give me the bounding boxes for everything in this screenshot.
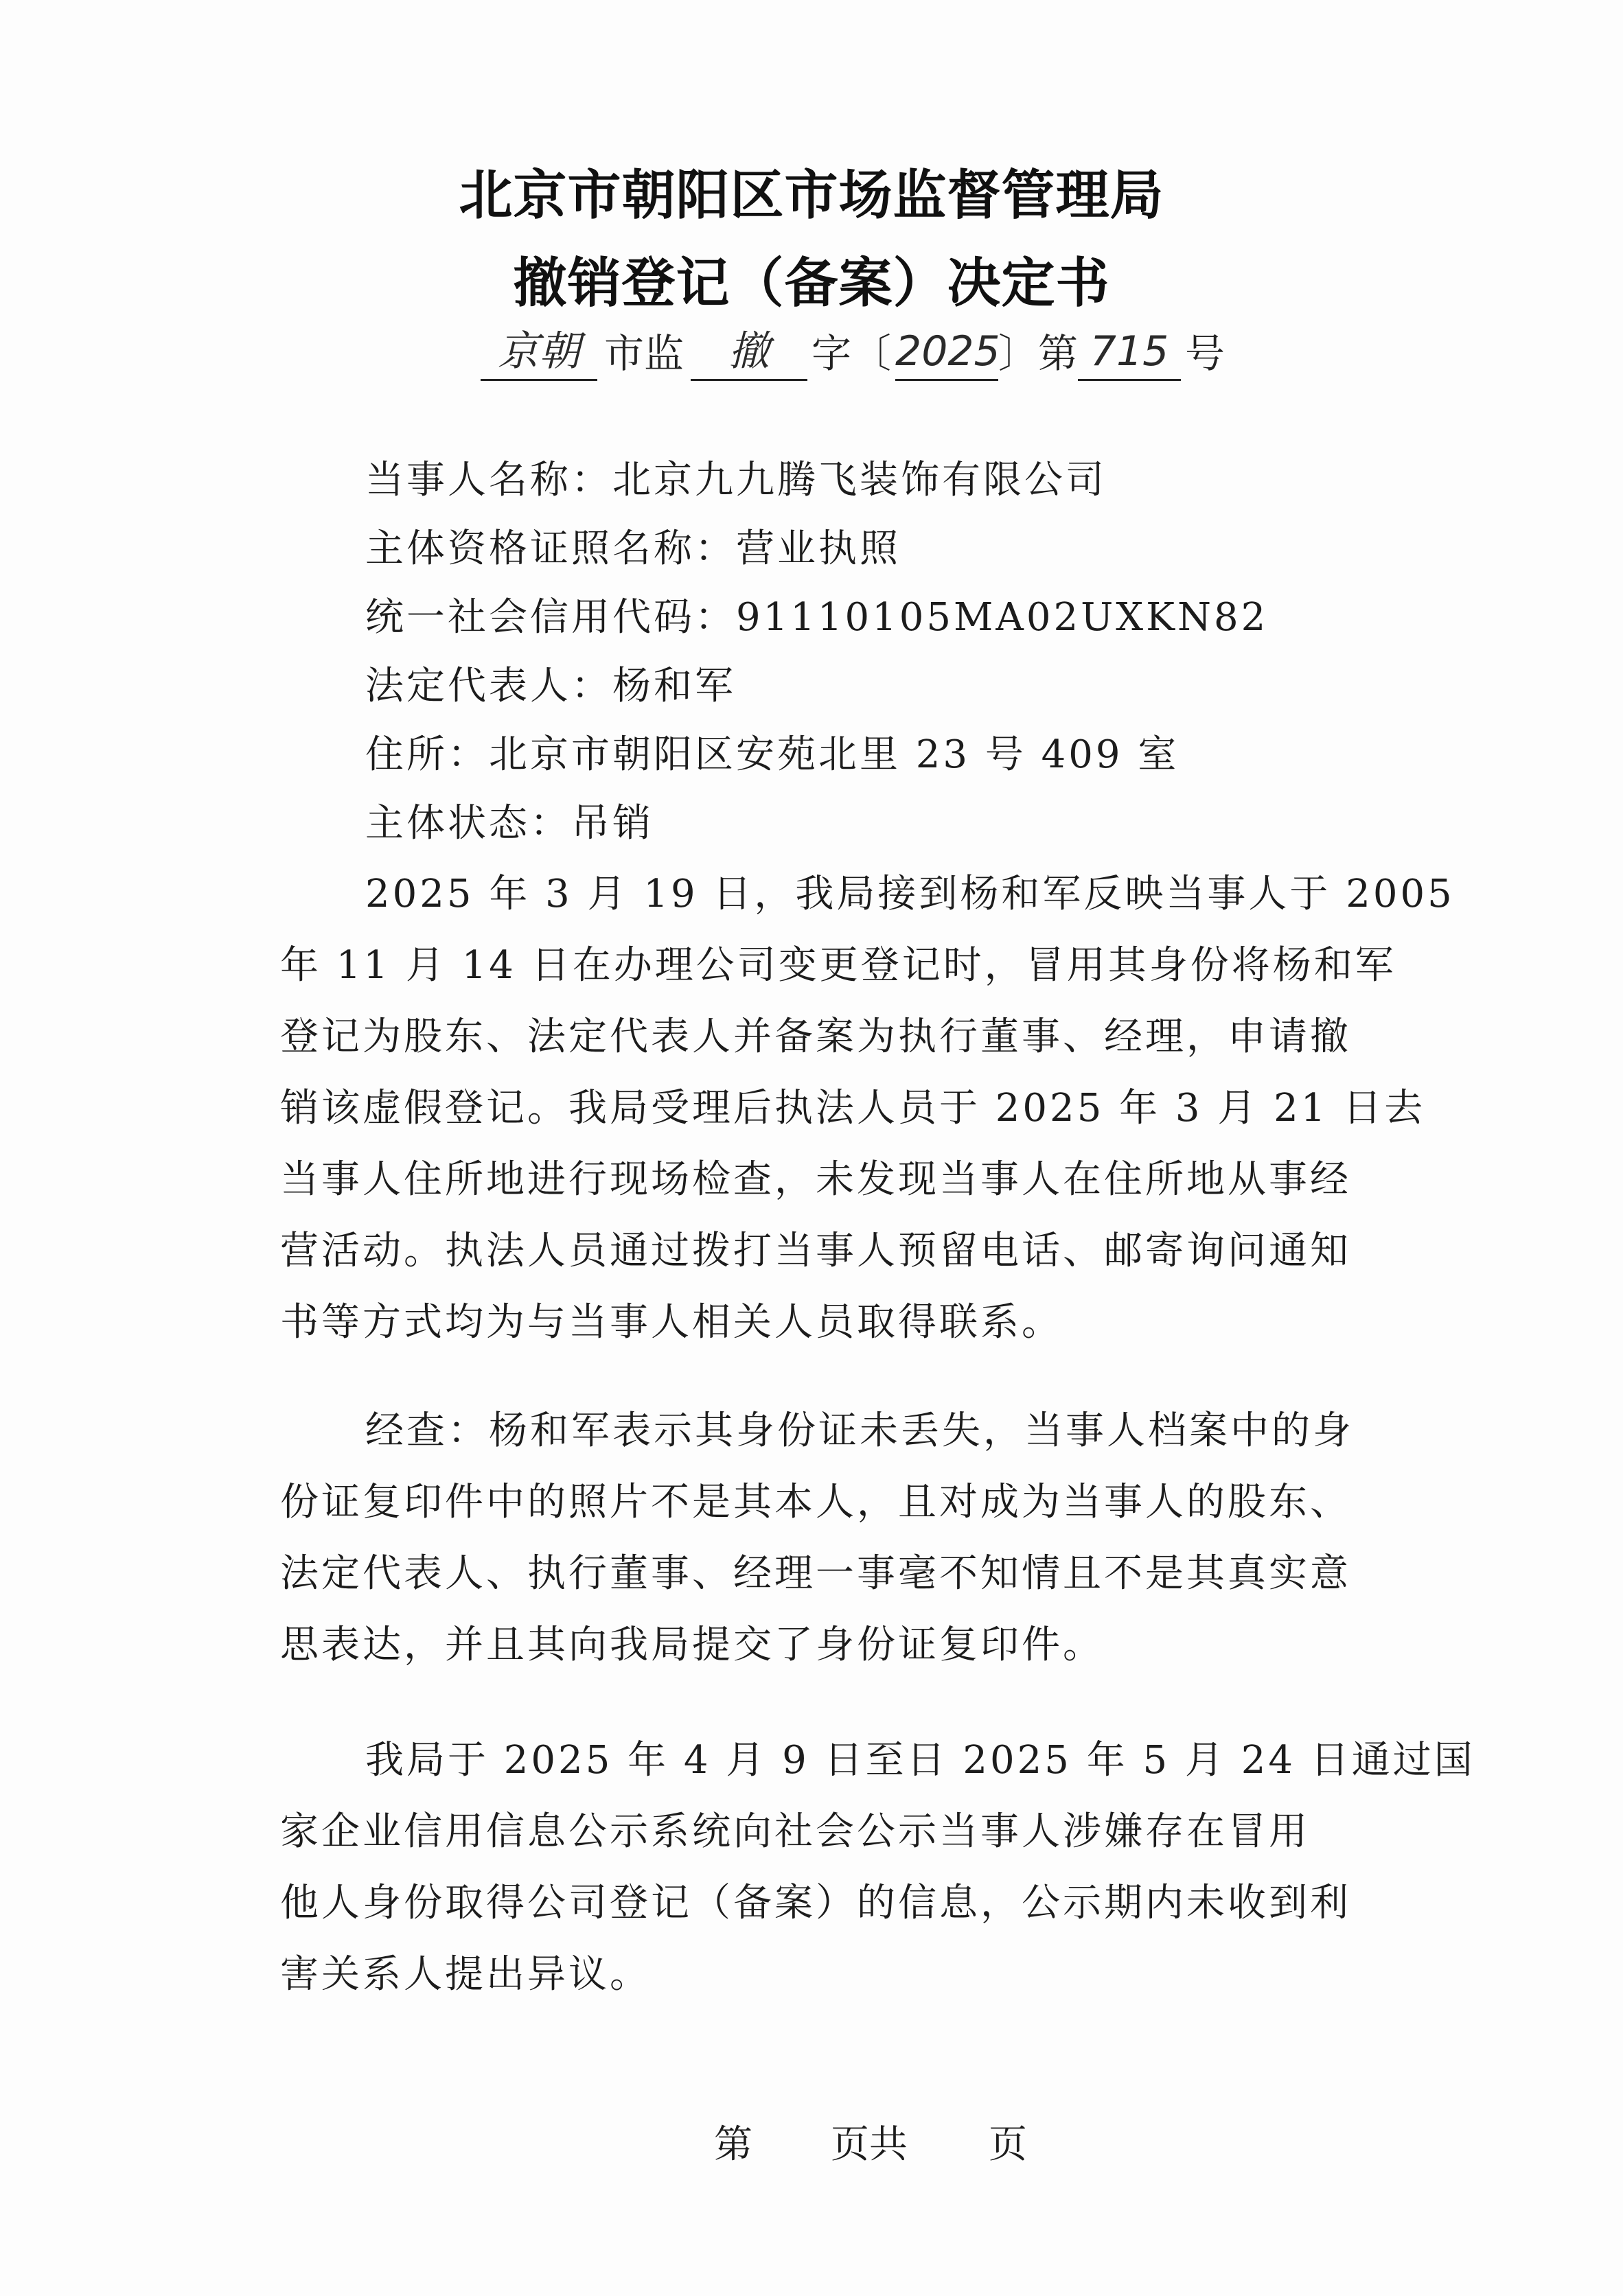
paragraph-line: 登记为股东、法定代表人并备案为执行董事、经理，申请撤 [280, 1014, 1351, 1059]
paragraph-line: 书等方式均为与当事人相关人员取得联系。 [280, 1300, 1063, 1345]
paragraph-line: 当事人住所地进行现场检查，未发现当事人在住所地从事经 [280, 1157, 1351, 1202]
field-license-type: 主体资格证照名称：营业执照 [365, 526, 901, 571]
paragraph-line: 2025 年 3 月 19 日，我局接到杨和军反映当事人于 2005 [365, 872, 1455, 916]
paragraph-line: 思表达，并且其向我局提交了身份证复印件。 [280, 1623, 1104, 1667]
document-number [481, 319, 1225, 381]
footer-page-label: 第 [714, 2122, 752, 2167]
field-status: 主体状态：吊销 [365, 801, 654, 846]
document-title-agency: 北京市朝阳区市场监督管理局 [459, 165, 1164, 227]
document-title-type: 撤销登记（备案）决定书 [513, 253, 1110, 314]
doc-number-label-1: 市监 [604, 330, 684, 377]
field-address: 住所：北京市朝阳区安苑北里 23 号 409 室 [365, 732, 1179, 777]
footer-total-label: 页共 [831, 2122, 908, 2167]
paragraph-line: 法定代表人、执行董事、经理一事毫不知情且不是其真实意 [280, 1551, 1351, 1596]
paragraph-line: 年 11 月 14 日在办理公司变更登记时，冒用其身份将杨和军 [280, 943, 1396, 988]
paragraph-line: 害关系人提出异议。 [280, 1952, 651, 1997]
doc-number-label-3: 〕第 [998, 330, 1079, 377]
paragraph-line: 营活动。执法人员通过拨打当事人预留电话、邮寄询问通知 [280, 1229, 1351, 1273]
doc-number-label-4: 号 [1185, 330, 1225, 377]
field-credit-code: 统一社会信用代码：91110105MA02UXKN82 [365, 595, 1269, 640]
doc-number-year-handwritten: 2025 [895, 324, 998, 381]
field-legal-representative: 法定代表人：杨和军 [365, 664, 736, 708]
doc-number-type-handwritten: 撤 [691, 324, 807, 381]
footer-page-suffix: 页 [989, 2122, 1027, 2167]
paragraph-line: 家企业信用信息公示系统向社会公示当事人涉嫌存在冒用 [280, 1809, 1310, 1854]
paragraph-line: 销该虚假登记。我局受理后执法人员于 2025 年 3 月 21 日去 [280, 1086, 1426, 1130]
paragraph-line: 他人身份取得公司登记（备案）的信息，公示期内未收到利 [280, 1881, 1351, 1925]
paragraph-line: 我局于 2025 年 4 月 9 日至日 2025 年 5 月 24 日通过国 [365, 1738, 1475, 1783]
paragraph-line: 份证复印件中的照片不是其本人，且对成为当事人的股东、 [280, 1480, 1351, 1524]
doc-number-serial-handwritten: 715 [1078, 324, 1181, 381]
doc-number-prefix-handwritten: 京朝 [481, 324, 597, 381]
field-party-name: 当事人名称：北京九九腾飞装饰有限公司 [365, 458, 1107, 502]
doc-number-label-2: 字〔 [812, 330, 892, 377]
paragraph-line: 经查：杨和军表示其身份证未丢失，当事人档案中的身 [365, 1408, 1354, 1453]
